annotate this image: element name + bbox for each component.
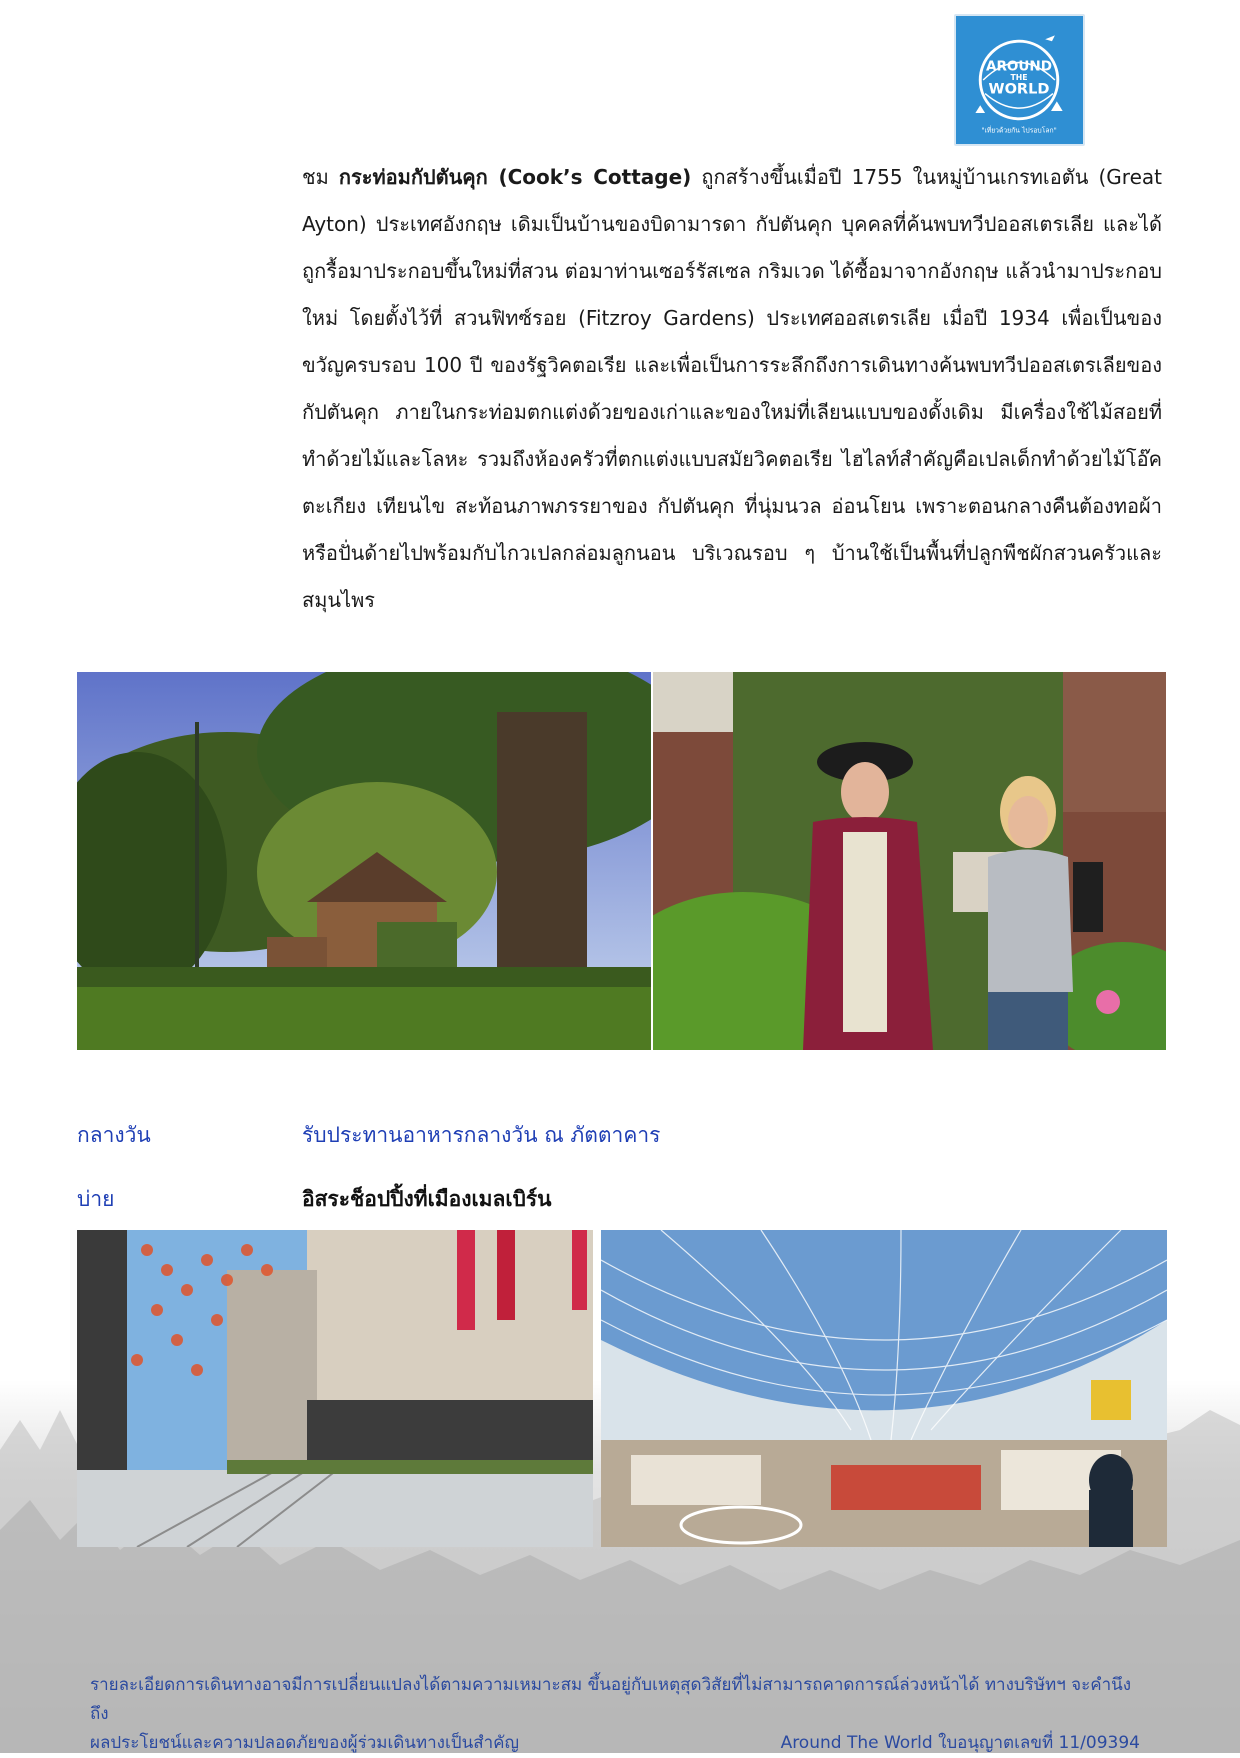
footer-disclaimer-line1: รายละเอียดการเดินทางอาจมีการเปลี่ยนแปลงได้ตามความเหมาะสม ขึ้นอยู่กับเหตุสุดวิสัยที่ไม่สามารถคาดการณ์ล่วงหน้าได้ ทางบริษัทฯ จะคำนึงถึง	[90, 1675, 1132, 1724]
schedule-activity-lunch: รับประทานอาหารกลางวัน ณ ภัตตาคาร	[302, 1123, 661, 1147]
bourke-street-mall-photo	[77, 1230, 593, 1547]
schedule-activity-afternoon: อิสระช็อปปิ้งที่เมืองเมลเบิร์น	[302, 1187, 552, 1211]
globe-logo-icon	[956, 16, 1083, 144]
svg-text:WORLD: WORLD	[988, 81, 1050, 98]
shopping-centre-photo	[601, 1230, 1167, 1547]
company-logo	[954, 14, 1085, 146]
svg-text:AROUND: AROUND	[985, 58, 1053, 75]
schedule-time-afternoon: บ่าย	[77, 1187, 115, 1211]
cooks-cottage-photo	[77, 672, 651, 1050]
footer-disclaimer-line2	[90, 1729, 1140, 1758]
schedule-time-lunch: กลางวัน	[77, 1123, 151, 1147]
license-number: Around The World ใบอนุญาตเลขที่ 11/09394	[780, 1733, 1140, 1753]
footer-disclaimer	[90, 1671, 1140, 1758]
footer-disclaimer-line2-text: ผลประโยชน์และความปลอดภัยของผู้ร่วมเดินทางเป็นสำคัญ	[90, 1733, 519, 1753]
attraction-name: กระท่อมกัปตันคุก (Cook’s Cottage)	[338, 165, 692, 189]
intro-body: ถูกสร้างขึ้นเมื่อปี 1755 ในหมู่บ้านเกรทเอตัน (Great Ayton) ประเทศอังกฤษ เดิมเป็นบ้านของบิดามารดา กัปตันคุก บุคคลที่ค้นพบทวีปออสเตรเลีย และได้ถูกรื้อมาประกอบขึ้นใหม่ที่สวน ต่อมาท่านเซอร์รัสเซล กริมเวด ได้ซื้อมาจากอังกฤษ แล้วนำมาประกอบใหม่ โดยตั้งไว้ที่ สวนฟิทซ์รอย (Fitzroy Gardens) ประเทศออสเตรเลีย เมื่อปี 1934 เพื่อเป็นของขวัญครบรอบ 100 ปี ของรัฐวิคตอเรีย และเพื่อเป็นการระลึกถึงการเดินทางค้นพบทวีปออสเตรเลียของกัปตันคุก ภายในกระท่อมตกแต่งด้วยของเก่าและของใหม่ที่เลียนแบบของดั้งเดิม มีเครื่องใช้ไม้สอยที่ทำด้วยไม้และโลหะ รวมถึงห้องครัวที่ตกแต่งแบบสมัยวิคตอเรีย ไฮไลท์สำคัญคือเปลเด็กทำด้วยไม้โอ๊ค ตะเกียง เทียนไข สะท้อนภาพภรรยาของ กัปตันคุก ที่นุ่มนวล อ่อนโยน เพราะตอนกลางคืนต้องทอผ้า หรือปั่นด้ายไปพร้อมกับไกวเปลกล่อมลูกนอน บริเวณรอบ ๆ บ้านใช้เป็นพื้นที่ปลูกพืชผักสวนครัวและสมุนไพร	[302, 165, 1162, 612]
svg-text:"เที่ยวด้วยกัน ไปรอบโลก": "เที่ยวด้วยกัน ไปรอบโลก"	[981, 126, 1057, 135]
intro-lead: ชม	[302, 165, 339, 189]
svg-text:THE: THE	[1010, 73, 1028, 82]
cooks-cottage-description	[302, 154, 1162, 624]
costumed-guide-photo	[653, 672, 1166, 1050]
